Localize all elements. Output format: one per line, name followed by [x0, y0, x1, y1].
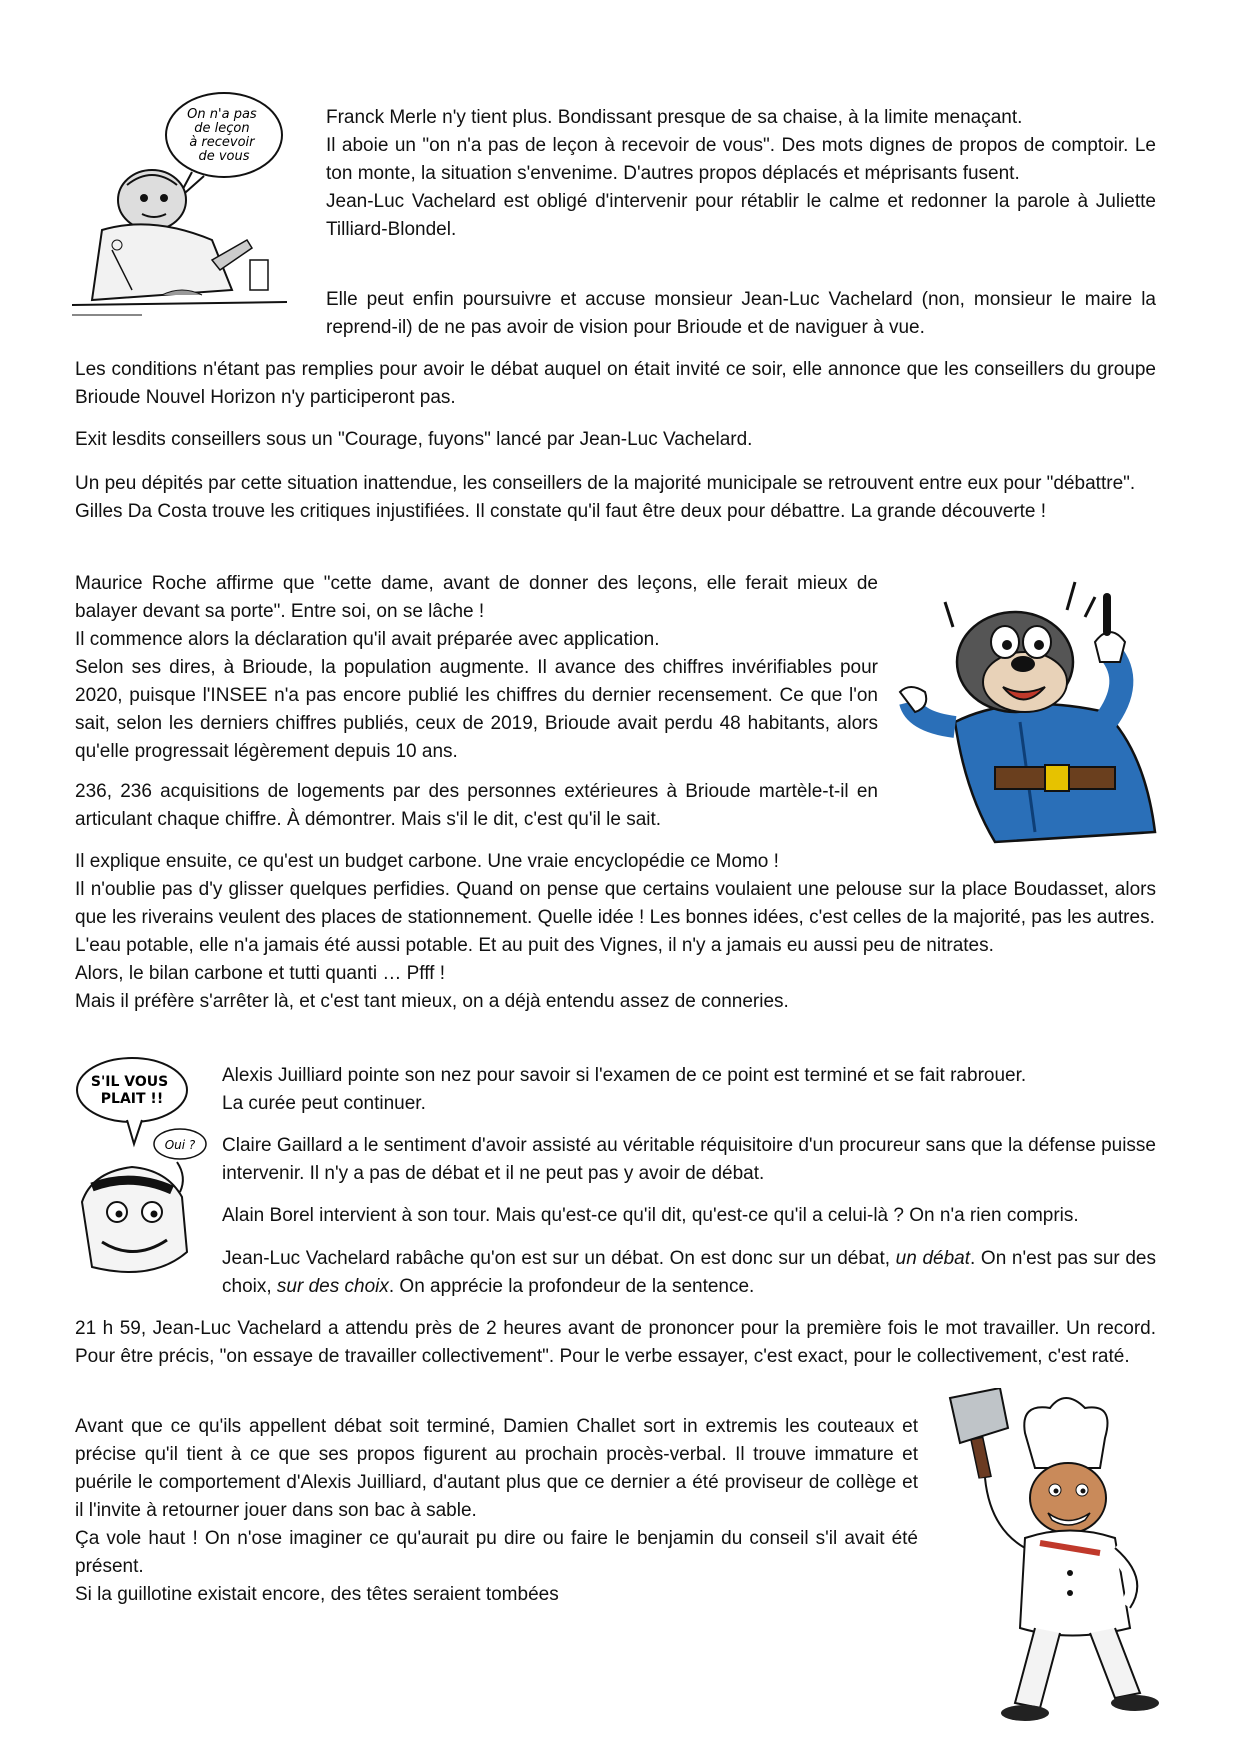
paragraph-21h59 [75, 1315, 1156, 1371]
text-line: Les conditions n'étant pas remplies pour avoir le débat auquel on était invité ce soir, elle annonce que les conseillers du groupe Brioude Nouvel Horizon n'y participeront pas. [75, 359, 1156, 408]
text-line: Alors, le bilan carbone et tutti quanti … Pfff ! [75, 963, 446, 984]
text-run: . On n'est pas sur des choix, [222, 1248, 1156, 1297]
text-line: Alain Borel intervient à son tour. Mais qu'est-ce qu'il dit, qu'est-ce qu'il a celui-là ? On n'a rien compris. [222, 1205, 1079, 1226]
italic-run: sur des choix [276, 1276, 389, 1297]
paragraph-damien-challet [75, 1413, 918, 1609]
text-line: Jean-Luc Vachelard est obligé d'intervenir pour rétablir le calme et redonner la parole à Juliette Tilliard-Blondel. [326, 191, 1156, 240]
text-line: Franck Merle n'y tient plus. Bondissant presque de sa chaise, à la limite menaçant. [326, 107, 1023, 128]
bubble1-text: S'IL VOUS PLAIT !! [90, 1074, 169, 1107]
text-line: Si la guillotine existait encore, des têtes seraient tombées [75, 1584, 559, 1605]
text-line: Alexis Juilliard pointe son nez pour savoir si l'examen de ce point est terminé et se fait rabrouer. [222, 1065, 1027, 1086]
text-line: Exit lesdits conseillers sous un "Courage, fuyons" lancé par Jean-Luc Vachelard. [75, 429, 753, 450]
cartoon-angry-character-drawing [895, 572, 1190, 862]
bubble2-text: Oui ? [164, 1138, 196, 1152]
cartoon-man-at-bar-drawing [72, 90, 287, 330]
paragraph-alexis-juilliard [222, 1062, 1156, 1118]
text-run: . On apprécie la profondeur de la sentence. [388, 1276, 755, 1297]
italic-run: un débat [895, 1248, 970, 1269]
text-line: Selon ses dires, à Brioude, la population augmente. Il avance des chiffres invérifiables pour 2020, puisque l'INSEE n'a pas encore publié les chiffres du dernier recensement. Ce que l'on sait, selon les derniers chiffres publiés, ceux de 2019, Brioude avait perdu 48 habitants, alors qu'elle progressait légèrement depuis 10 ans. [75, 657, 878, 762]
text-line: La curée peut continuer. [222, 1093, 426, 1114]
paragraph-majority [75, 470, 1156, 526]
paragraph-alain-borel [222, 1202, 1156, 1230]
text-line: Claire Gaillard a le sentiment d'avoir assisté au véritable réquisitoire d'un procureur sans que la défense puisse intervenir. Il n'y a pas de débat et il ne peut pas y avoir de débat. [222, 1135, 1156, 1184]
paragraph-jean-luc-debat [222, 1245, 1156, 1301]
text-line: Il explique ensuite, ce qu'est un budget carbone. Une vraie encyclopédie ce Momo ! [75, 851, 779, 872]
text-line [222, 1245, 1156, 1301]
text-line: L'eau potable, elle n'a jamais été aussi potable. Et au puit des Vignes, il n'y a jamais eu aussi peu de nitrates. [75, 935, 994, 956]
text-line: Il n'oublie pas d'y glisser quelques perfidies. Quand on pense que certains voulaient une pelouse sur la place Boudasset, alors que les riverains veulent des places de stationnement. Quelle idée ! Les bonnes idées, c'est celles de la majorité, pas les autres. [75, 879, 1156, 928]
cartoon-sil-vous-plait-illustration [72, 1052, 212, 1292]
text-line: Mais il préfère s'arrêter là, et c'est tant mieux, on a déjà entendu assez de conneries. [75, 991, 789, 1012]
text-line: Gilles Da Costa trouve les critiques injustifiées. Il constate qu'il faut être deux pour débattre. La grande découverte ! [75, 501, 1047, 522]
cartoon-angry-character-illustration [895, 572, 1190, 862]
text-line: Il aboie un "on n'a pas de leçon à recevoir de vous". Des mots dignes de propos de comptoir. Le ton monte, la situation s'envenime. D'autres propos déplacés et méprisants fusent. [326, 135, 1156, 184]
cartoon-chef-cleaver-drawing [930, 1388, 1180, 1728]
text-line: 236, 236 acquisitions de logements par des personnes extérieures à Brioude martèle-t-il en articulant chaque chiffre. À démontrer. Mais s'il le dit, c'est qu'il le sait. [75, 781, 878, 830]
text-line: Un peu dépités par cette situation inattendue, les conseillers de la majorité municipale se retrouvent entre eux pour "débattre". [75, 473, 1136, 494]
text-run: Jean-Luc Vachelard rabâche qu'on est sur un débat. On est donc sur un débat, [222, 1248, 896, 1269]
paragraph-juliette-reply [326, 286, 1156, 342]
paragraph-exit [75, 426, 1156, 454]
bubble-text: On n'a pas de leçon à recevoir de vous [187, 107, 257, 164]
paragraph-budget-carbone [75, 848, 1156, 1016]
text-line: 21 h 59, Jean-Luc Vachelard a attendu près de 2 heures avant de prononcer pour la première fois le mot travailler. Un record. Pour être précis, "on essaye de travailler collectivement". Pour le verbe essayer, c'est exact, pour le collectivement, c'est raté. [75, 1318, 1156, 1367]
cartoon-man-at-bar-illustration [72, 90, 287, 330]
text-line: Ça vole haut ! On n'ose imaginer ce qu'aurait pu dire ou faire le benjamin du conseil s'il avait été présent. [75, 1528, 918, 1577]
text-line: Avant que ce qu'ils appellent débat soit terminé, Damien Challet sort in extremis les couteaux et précise qu'il tient à ce que ses propos figurent au prochain procès-verbal. Il trouve immature et puérile le comportement d'Alexis Juilliard, d'autant plus que ce dernier a été proviseur de collège et il l'invite à retourner jouer dans son bac à sable. [75, 1416, 918, 1521]
cartoon-chef-cleaver-illustration [930, 1388, 1180, 1728]
text-line: Maurice Roche affirme que "cette dame, avant de donner des leçons, elle ferait mieux de balayer devant sa porte". Entre soi, on se lâche ! [75, 573, 878, 622]
text-line: Elle peut enfin poursuivre et accuse monsieur Jean-Luc Vachelard (non, monsieur le maire la reprend-il) de ne pas avoir de vision pour Brioude et de naviguer à vue. [326, 289, 1156, 338]
cartoon-sil-vous-plait-drawing [72, 1052, 212, 1292]
paragraph-franck-merle [326, 104, 1156, 244]
paragraph-236-acquisitions [75, 778, 878, 834]
paragraph-claire-gaillard [222, 1132, 1156, 1188]
paragraph-maurice-roche [75, 570, 878, 766]
paragraph-conditions [75, 356, 1156, 412]
text-line: Il commence alors la déclaration qu'il avait préparée avec application. [75, 629, 660, 650]
